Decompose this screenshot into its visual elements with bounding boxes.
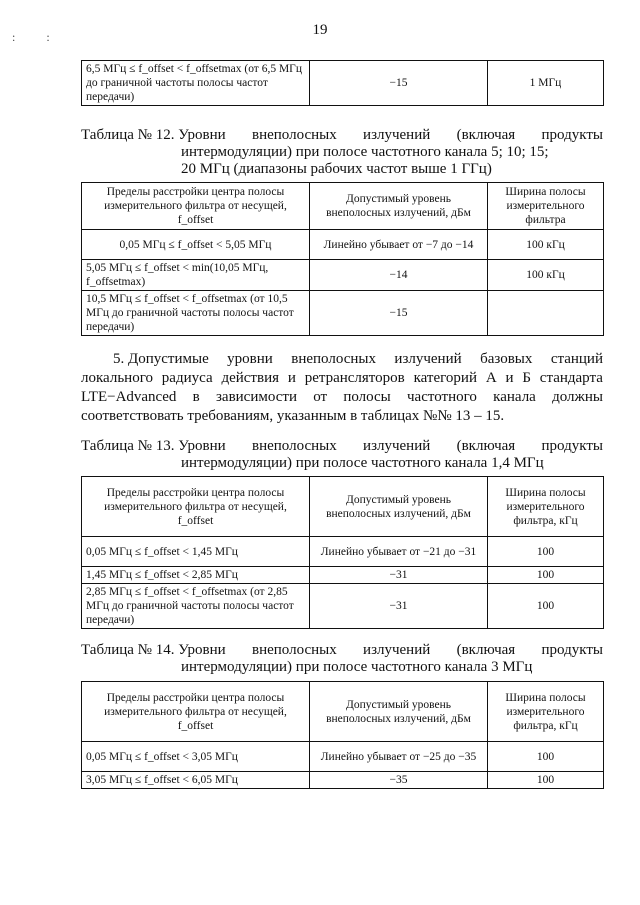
para-word: действия [221, 370, 279, 386]
page-number: 19 [312, 22, 328, 38]
header-cell: Пределы расстройки центра полосы измерительного фильтра от несущей, f_offset [82, 477, 310, 537]
bandwidth-cell: 100 [488, 772, 604, 789]
header-cell: Допустимый уровень внеполосных излучений, дБм [310, 682, 488, 742]
caption-word: излучений [363, 127, 431, 143]
para-word: внеполосных [291, 351, 376, 367]
level-cell: −15 [310, 61, 488, 106]
caption-word: (включая [456, 642, 516, 658]
table-14-caption [81, 642, 603, 676]
table-continuation [81, 60, 604, 106]
caption-word: (включая [456, 127, 516, 143]
para-word: канала [493, 389, 536, 405]
range-cell: 5,05 МГц ≤ f_offset < min(10,05 МГц, f_offsetmax) [82, 260, 310, 291]
table-row [82, 537, 604, 567]
range-cell: 2,85 МГц ≤ f_offset < f_offsetmax (от 2,85 МГц до граничной частоты полосы частот передачи) [82, 584, 310, 629]
range-cell: 10,5 МГц ≤ f_offset < f_offsetmax (от 10,5 МГц до граничной частоты полосы частот передачи) [82, 291, 310, 336]
caption-line: 20 МГц (диапазоны рабочих частот выше 1 ГГц) [181, 161, 492, 177]
range-cell: 0,05 МГц ≤ f_offset < 5,05 МГц [82, 230, 310, 260]
bandwidth-cell: 100 [488, 584, 604, 629]
para-word: локального [81, 370, 153, 386]
caption-line: интермодуляции) при полосе частотного канала 3 МГц [181, 659, 533, 675]
header-cell: Допустимый уровень внеполосных излучений, дБм [310, 183, 488, 230]
caption-word: внеполосных [251, 127, 337, 143]
caption-word: излучений [363, 642, 431, 658]
table-row [82, 260, 604, 291]
bandwidth-cell: 100 кГц [488, 260, 604, 291]
range-cell: 6,5 МГц ≤ f_offset < f_offsetmax (от 6,5 МГц до граничной частоты полосы частот передачи) [82, 61, 310, 106]
table-row [82, 61, 604, 106]
caption-word: излучений [363, 438, 431, 454]
para-word: станций [550, 351, 603, 367]
range-cell: 1,45 МГц ≤ f_offset < 2,85 МГц [82, 567, 310, 584]
para-word: Б [522, 370, 531, 386]
table-12-caption [81, 127, 603, 178]
header-cell: Ширина полосы измерительного фильтра [488, 183, 604, 230]
para-word: и [505, 370, 514, 386]
level-cell: Линейно убывает от −21 до −31 [310, 537, 488, 567]
caption-word: продукты [541, 642, 603, 658]
level-cell: −31 [310, 584, 488, 629]
header-cell: Ширина полосы измерительного фильтра, кГц [488, 682, 604, 742]
header-cell: Ширина полосы измерительного фильтра, кГц [488, 477, 604, 537]
para-word: должны [552, 389, 603, 405]
table-row [82, 772, 604, 789]
table-row [82, 567, 604, 584]
bandwidth-cell: 100 [488, 742, 604, 772]
table-13 [81, 476, 604, 629]
table-14 [81, 681, 604, 789]
caption-word: внеполосных [251, 642, 337, 658]
para-word: радиуса [161, 370, 213, 386]
level-cell: −14 [310, 260, 488, 291]
para-word: частотного [407, 389, 477, 405]
header-cell: Допустимый уровень внеполосных излучений, дБм [310, 477, 488, 537]
level-cell: −15 [310, 291, 488, 336]
para-word: ретрансляторов [304, 370, 405, 386]
para-word: от [313, 389, 328, 405]
range-cell: 0,05 МГц ≤ f_offset < 3,05 МГц [82, 742, 310, 772]
caption-word: Таблица № 13. Уровни [81, 438, 226, 454]
bandwidth-cell: 100 кГц [488, 230, 604, 260]
level-cell: Линейно убывает от −7 до −14 [310, 230, 488, 260]
para-word: 5. Допустимые [113, 351, 209, 367]
caption-word: (включая [456, 438, 516, 454]
para-word: и [287, 370, 296, 386]
para-word: LTE−Advanced [81, 389, 177, 405]
level-cell: Линейно убывает от −25 до −35 [310, 742, 488, 772]
table-header-row [82, 477, 604, 537]
caption-line: интермодуляции) при полосе частотного канала 1,4 МГц [181, 455, 544, 471]
caption-line: интермодуляции) при полосе частотного канала 5; 10; 15; [181, 144, 549, 160]
paragraph-5 [81, 350, 603, 426]
table-header-row [82, 682, 604, 742]
table-row [82, 230, 604, 260]
para-word: уровни [227, 351, 273, 367]
caption-word: Таблица № 12. Уровни [81, 127, 226, 143]
para-word: А [485, 370, 497, 386]
table-row [82, 742, 604, 772]
table-13-caption [81, 438, 603, 472]
caption-word: продукты [541, 438, 603, 454]
caption-word: внеполосных [251, 438, 337, 454]
range-cell: 0,05 МГц ≤ f_offset < 1,45 МГц [82, 537, 310, 567]
corner-marks: : : [12, 30, 64, 44]
bandwidth-cell: 100 [488, 567, 604, 584]
table-row [82, 291, 604, 336]
para-word: базовых [480, 351, 533, 367]
caption-word: продукты [541, 127, 603, 143]
para-word: в [192, 389, 200, 405]
header-cell: Пределы расстройки центра полосы измерительного фильтра от несущей, f_offset [82, 183, 310, 230]
table-row [82, 584, 604, 629]
level-cell: −35 [310, 772, 488, 789]
bandwidth-cell [488, 291, 604, 336]
para-word: стандарта [539, 370, 603, 386]
para-line: соответствовать требованиям, указанным в таблицах №№ 13 – 15. [81, 408, 505, 424]
para-word: излучений [394, 351, 462, 367]
para-word: категорий [413, 370, 477, 386]
table-12 [81, 182, 604, 336]
caption-word: Таблица № 14. Уровни [81, 642, 226, 658]
table-header-row [82, 183, 604, 230]
range-cell: 3,05 МГц ≤ f_offset < 6,05 МГц [82, 772, 310, 789]
header-cell: Пределы расстройки центра полосы измерительного фильтра от несущей, f_offset [82, 682, 310, 742]
level-cell: −31 [310, 567, 488, 584]
bandwidth-cell: 1 МГц [488, 61, 604, 106]
bandwidth-cell: 100 [488, 537, 604, 567]
para-word: зависимости [215, 389, 297, 405]
para-word: полосы [343, 389, 391, 405]
